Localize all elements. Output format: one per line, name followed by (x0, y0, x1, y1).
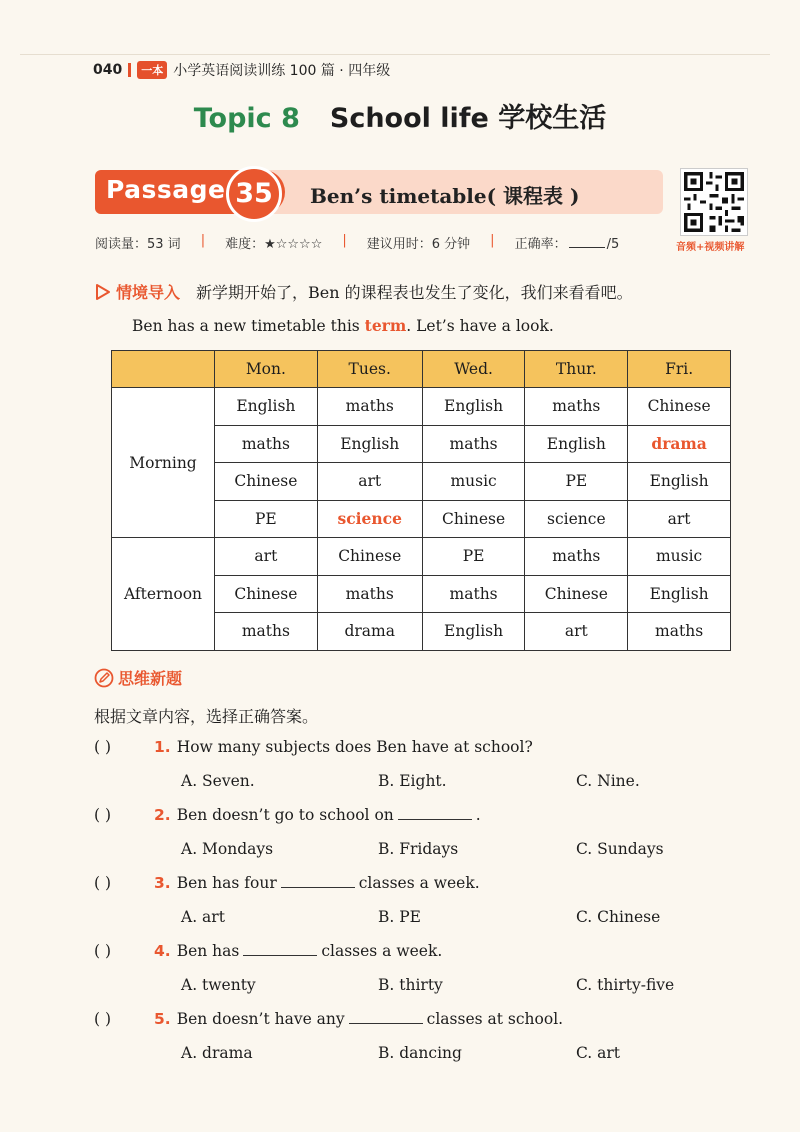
answer-paren[interactable]: ( ) (94, 942, 112, 960)
subject-cell: drama (317, 613, 422, 651)
intro-section (94, 280, 633, 303)
question-text: How many subjects does Ben have at school? (176, 738, 533, 756)
subject-cell: science (525, 500, 628, 538)
morning-label: Morning (112, 388, 215, 538)
answer-option[interactable]: C. Nine. (576, 772, 640, 790)
exercise-label: 思维新题 (118, 669, 183, 688)
header-divider (128, 63, 131, 77)
answer-option[interactable]: A. twenty (181, 976, 256, 994)
answer-paren[interactable]: ( ) (94, 874, 112, 892)
answer-option[interactable]: B. dancing (378, 1044, 462, 1062)
answer-option[interactable]: C. art (576, 1044, 621, 1062)
subject-cell: Chinese (422, 500, 525, 538)
page-header (93, 60, 390, 80)
meta-separator: | (342, 233, 347, 248)
suggested-time: 建议用时：6 分钟 (366, 237, 471, 252)
question-text-end: classes a week. (321, 942, 443, 960)
star-icon: ★☆☆☆☆ (264, 237, 323, 252)
subject-cell: music (628, 538, 731, 576)
table-row (112, 538, 731, 576)
subject-cell: maths (422, 575, 525, 613)
accuracy-blank[interactable] (569, 247, 605, 248)
passage-title: Ben’s timetable( 课程表 ) (310, 184, 580, 208)
exercise-heading (94, 666, 182, 689)
subject-cell: English (422, 613, 525, 651)
question-number: 1. (154, 738, 171, 756)
answer-option[interactable]: A. art (181, 908, 225, 926)
subject-cell: maths (317, 388, 422, 426)
question-text: Ben has (176, 942, 240, 960)
subject-cell: English (317, 425, 422, 463)
topic-label: Topic 8 (193, 103, 300, 134)
subject-cell: art (525, 613, 628, 651)
highlight-word: term (364, 316, 407, 335)
subject-cell: PE (215, 500, 318, 538)
answer-paren[interactable]: ( ) (94, 738, 112, 756)
subject-cell: maths (215, 425, 318, 463)
intro-text: 新学期开始了，Ben 的课程表也发生了变化，我们来看看吧。 (196, 283, 633, 302)
header-rule (20, 54, 770, 55)
question-text: Ben doesn’t have any (176, 1010, 345, 1028)
subject-cell: maths (525, 388, 628, 426)
timetable (111, 350, 731, 651)
subject-cell: PE (525, 463, 628, 501)
question (94, 874, 754, 892)
question-number: 5. (154, 1010, 171, 1028)
answer-option[interactable]: B. thirty (378, 976, 443, 994)
table-row (112, 388, 731, 426)
fill-blank[interactable] (349, 1022, 423, 1024)
answer-option[interactable]: B. Eight. (378, 772, 447, 790)
day-header: Thur. (525, 351, 628, 388)
answer-paren[interactable]: ( ) (94, 806, 112, 824)
question-text: Ben doesn’t go to school on (176, 806, 394, 824)
subject-cell: Chinese (628, 388, 731, 426)
subject-cell: drama (628, 425, 731, 463)
subject-cell: English (525, 425, 628, 463)
subject-cell: art (628, 500, 731, 538)
answer-option[interactable]: A. Mondays (181, 840, 274, 858)
day-header: Mon. (215, 351, 318, 388)
lead-sentence: Ben has a new timetable this term. Let’s have a look. (132, 316, 554, 335)
subject-cell: PE (422, 538, 525, 576)
day-header: Fri. (628, 351, 731, 388)
subject-cell: English (422, 388, 525, 426)
subject-cell: art (215, 538, 318, 576)
subject-cell: English (628, 575, 731, 613)
subject-cell: Chinese (317, 538, 422, 576)
question-text: Ben has four (176, 874, 277, 892)
question-number: 2. (154, 806, 171, 824)
subject-cell: maths (525, 538, 628, 576)
afternoon-label: Afternoon (112, 538, 215, 651)
book-title: 小学英语阅读训练 100 篇 · 四年级 (173, 63, 391, 79)
day-header: Tues. (317, 351, 422, 388)
exercise-instruction: 根据文章内容，选择正确答案。 (94, 707, 319, 726)
question (94, 806, 754, 824)
answer-option[interactable]: C. Sundays (576, 840, 664, 858)
qr-caption: 音频+视频讲解 (676, 242, 745, 253)
answer-option[interactable]: A. drama (181, 1044, 253, 1062)
answer-paren[interactable]: ( ) (94, 1010, 112, 1028)
brand-logo: 一本 (137, 61, 167, 79)
subject-cell: maths (215, 613, 318, 651)
answer-option[interactable]: A. Seven. (181, 772, 255, 790)
question-text-end: classes at school. (426, 1010, 564, 1028)
subject-cell: maths (422, 425, 525, 463)
subject-cell: art (317, 463, 422, 501)
subject-cell: English (215, 388, 318, 426)
subject-cell: Chinese (525, 575, 628, 613)
subject-cell: Chinese (215, 575, 318, 613)
question-number: 3. (154, 874, 171, 892)
play-triangle-icon (94, 283, 112, 301)
question-text-end: classes a week. (358, 874, 480, 892)
day-header: Wed. (422, 351, 525, 388)
question-text-end: . (475, 806, 481, 824)
question (94, 942, 754, 960)
page-number: 040 (93, 62, 123, 78)
answer-option[interactable]: B. PE (378, 908, 421, 926)
question (94, 738, 754, 756)
meta-separator: | (490, 233, 495, 248)
question (94, 1010, 754, 1028)
passage-word: Passage (106, 175, 226, 204)
answer-option[interactable]: B. Fridays (378, 840, 459, 858)
topic-title: School life 学校生活 (329, 103, 607, 134)
answer-option[interactable]: C. thirty-five (576, 976, 675, 994)
reading-meta (95, 233, 619, 252)
passage-number: 35 (226, 166, 282, 222)
meta-separator: | (200, 233, 206, 248)
accuracy: 正确率： /5 (514, 237, 620, 252)
pencil-circle-icon (94, 668, 114, 688)
intro-label: 情境导入 (116, 283, 181, 302)
subject-cell: maths (317, 575, 422, 613)
answer-option[interactable]: C. Chinese (576, 908, 661, 926)
fill-blank[interactable] (281, 886, 355, 888)
timetable-header-row (112, 351, 731, 388)
word-count: 阅读量：53 词 (95, 237, 181, 252)
question-number: 4. (154, 942, 171, 960)
topic-heading (0, 96, 800, 135)
subject-cell: Chinese (215, 463, 318, 501)
subject-cell: maths (628, 613, 731, 651)
fill-blank[interactable] (398, 818, 472, 820)
difficulty: 难度：★☆☆☆☆ (225, 237, 323, 252)
subject-cell: science (317, 500, 422, 538)
corner-cell (112, 351, 215, 388)
qr-code-icon[interactable] (680, 168, 748, 236)
subject-cell: English (628, 463, 731, 501)
subject-cell: music (422, 463, 525, 501)
fill-blank[interactable] (243, 954, 317, 956)
